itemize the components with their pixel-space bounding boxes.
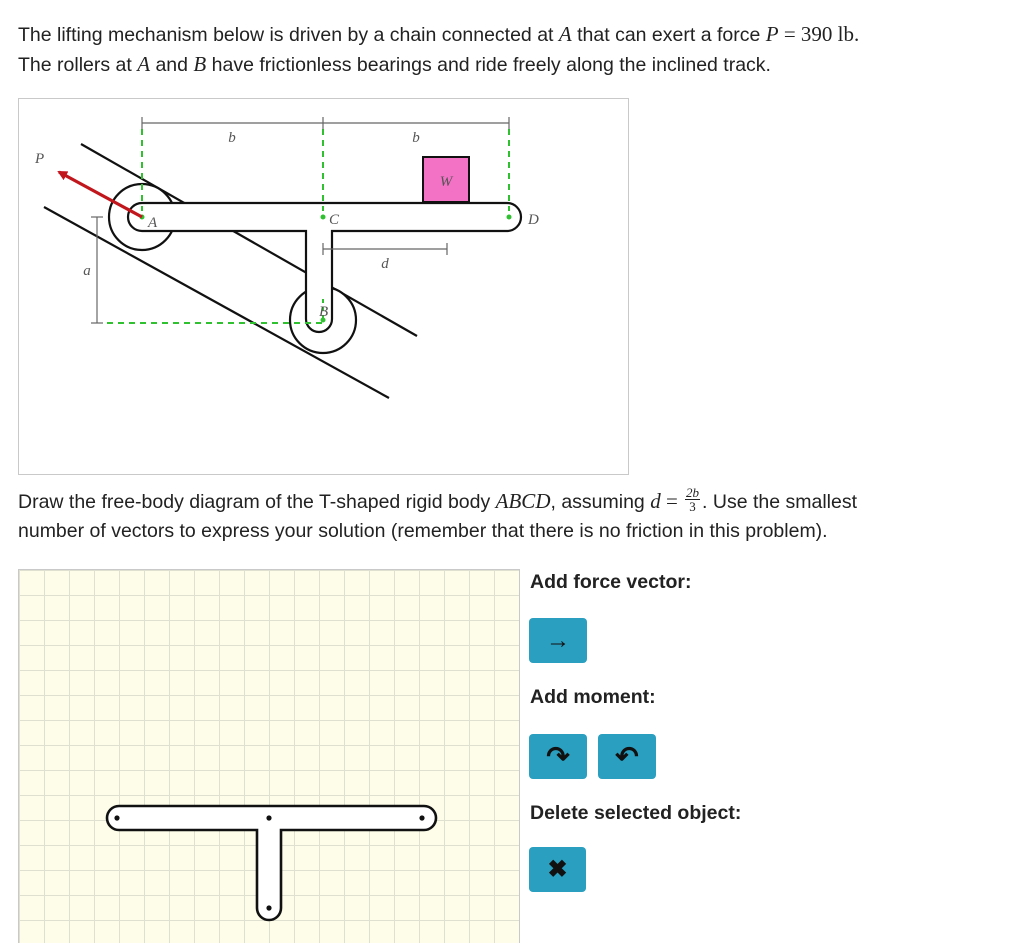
intro-line2-b: have frictionless bearings and ride freely along the inclined track.	[206, 54, 771, 76]
intro-equals: =	[778, 22, 801, 46]
delete-selected-label: Delete selected object:	[530, 802, 742, 824]
mechanism-diagram	[19, 99, 630, 476]
point-c-dot	[321, 215, 326, 220]
fbd-t-body-shape[interactable]	[107, 806, 436, 920]
question-line2: number of vectors to express your solution (remember that there is no friction in this problem).	[18, 520, 828, 542]
label-b-right: b	[412, 130, 420, 146]
delete-selected-button[interactable]	[529, 847, 586, 892]
intro-line2-a: The rollers at	[18, 54, 138, 76]
rotate-counterclockwise-icon: ↶	[615, 740, 639, 772]
add-moment-counterclockwise-button[interactable]	[598, 734, 656, 779]
intro-line1-b: that can exert a force	[571, 24, 766, 46]
mechanism-figure	[18, 98, 629, 475]
fbd-drawing-canvas[interactable]	[18, 569, 520, 943]
question-text-b: , assuming	[550, 491, 651, 513]
add-force-label: Add force vector:	[530, 571, 692, 593]
rotate-clockwise-icon: ↷	[546, 740, 570, 772]
label-point-a: A	[148, 215, 158, 231]
label-a: a	[83, 263, 91, 279]
label-point-b: B	[319, 304, 329, 320]
fraction-numerator: 2b	[686, 485, 700, 501]
close-icon: ✖	[547, 855, 568, 883]
label-d: d	[381, 256, 389, 272]
question-text-c: . Use the smallest	[702, 491, 858, 513]
fraction-2b-3	[685, 486, 700, 513]
question-text-a: Draw the free-body diagram of the T-shaped rigid body	[18, 491, 496, 513]
intro-line1-a: The lifting mechanism below is driven by a chain connected at	[18, 24, 559, 46]
intro-line2-point-b: B	[193, 52, 207, 76]
fraction-denominator: 3	[689, 499, 696, 515]
add-moment-label: Add moment:	[530, 686, 656, 708]
intro-text	[18, 20, 859, 80]
intro-p-symbol: P	[765, 22, 779, 46]
fbd-point-a	[114, 815, 119, 820]
intro-line2-point-a: A	[137, 52, 151, 76]
label-point-d: D	[528, 212, 539, 228]
label-point-c: C	[329, 212, 340, 228]
point-d-dot	[507, 215, 512, 220]
fbd-t-body	[19, 570, 520, 943]
weight-label: W	[439, 174, 453, 190]
question-d-symbol: d	[650, 489, 661, 513]
add-force-button[interactable]	[529, 618, 587, 663]
fbd-point-c	[266, 815, 271, 820]
fbd-point-b	[266, 905, 271, 910]
question-equals: =	[660, 489, 684, 513]
question-text	[18, 487, 857, 546]
question-body-name: ABCD	[495, 489, 551, 513]
intro-point-a: A	[558, 22, 572, 46]
label-p: P	[35, 151, 45, 167]
intro-line2-and: and	[150, 54, 194, 76]
intro-p-value: 390 lb.	[800, 22, 860, 46]
fbd-point-d	[419, 815, 424, 820]
label-b-left: b	[228, 130, 236, 146]
add-moment-clockwise-button[interactable]	[529, 734, 587, 779]
arrow-right-icon: →	[546, 626, 570, 654]
